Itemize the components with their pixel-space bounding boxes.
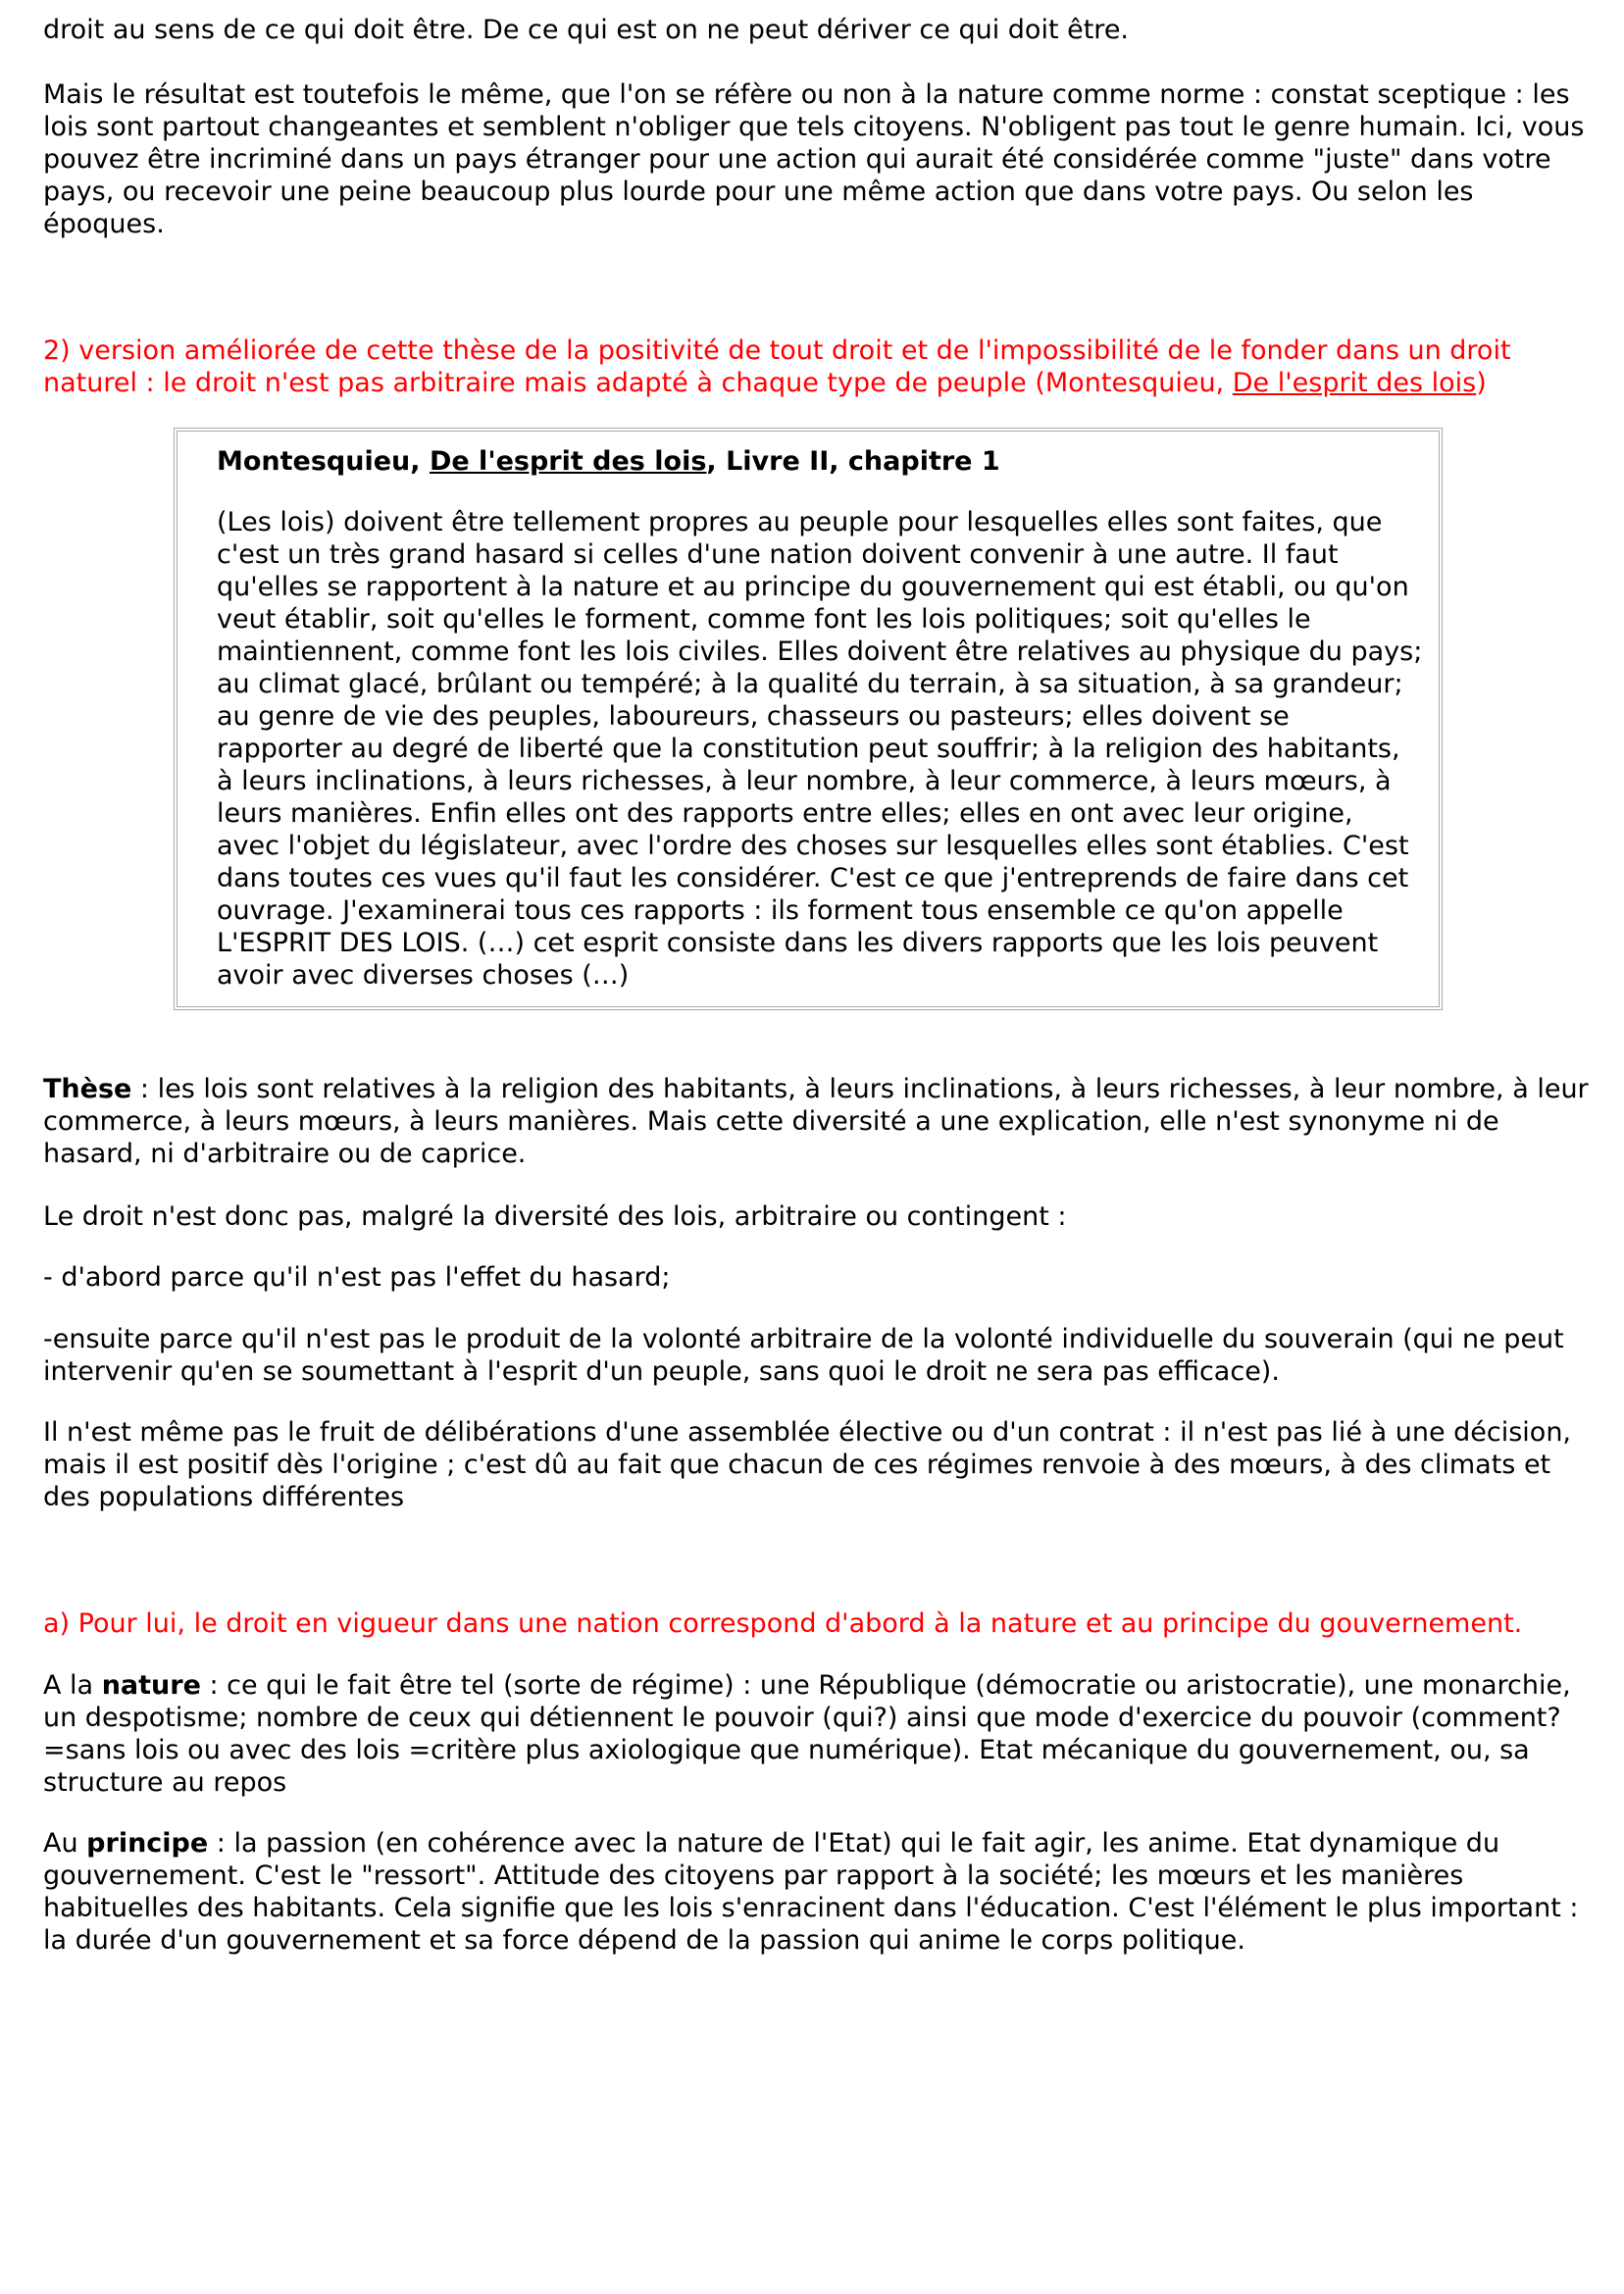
these-text: : les lois sont relatives à la religion des habitants, à leurs inclinations, à leurs richesses, à leur nombre, à leur commerce, à leurs mœurs, à leurs manières. Mais cette diversité a une explication, elle n'est synonyme ni de hasard, ni d'arbitraire ou de caprice. [43, 1074, 1589, 1169]
nature-text: : ce qui le fait être tel (sorte de régime) : une République (démocratie ou aristocratie), une monarchie, un despotisme; nombre de ceux qui détiennent le pouvoir (qui?) ainsi que mode d'exercice du pouvoir (comment? =sans lois ou avec des lois =critère plus axiologique que numérique). Etat mécanique du gouvernement, ou, sa structure au repos [43, 1670, 1571, 1798]
quote-author: Montesquieu, [217, 446, 430, 477]
section-a-heading: a) Pour lui, le droit en vigueur dans une nation correspond d'abord à la nature et au principe du gouvernement. [43, 1608, 1523, 1639]
intro-paragraph: Mais le résultat est toutefois le même, que l'on se réfère ou non à la nature comme norme : constat sceptique : les lois sont partout changeantes et semblent n'obliger que tels citoyens. N'obligent pas tout le genre humain. Ici, vous pouvez être incriminé dans un pays étranger pour une action qui aurait été considérée comme "juste" dans votre pays, ou recevoir une peine beaucoup plus lourde pour une même action que dans votre pays. Ou selon les époques. [43, 79, 1585, 239]
section-2-heading-end: ) [1476, 368, 1487, 398]
abord-paragraph: - d'abord parce qu'il n'est pas l'effet du hasard; [43, 1262, 671, 1293]
these-label: Thèse [43, 1074, 132, 1104]
nature-prefix: A la [43, 1670, 102, 1701]
section-2-heading [43, 334, 1602, 399]
quote-work-link[interactable]: De l'esprit des lois [429, 446, 707, 477]
principe-text: : la passion (en cohérence avec la nature de l'Etat) qui le fait agir, les anime. Etat dynamique du gouvernement. C'est le "ressort". Attitude des citoyens par rapport à la société; les mœurs et les manières habituelles des habitants. Cela signifie que les lois s'enracinent dans l'éducation. C'est l'élément le plus important : la durée d'un gouvernement et sa force dépend de la passion qui anime le corps politique. [43, 1828, 1579, 1956]
quote-title [217, 445, 1423, 478]
principe-prefix: Au [43, 1828, 87, 1859]
intro-line: droit au sens de ce qui doit être. De ce qui est on ne peut dériver ce qui doit être. [43, 15, 1130, 45]
principe-paragraph [43, 1827, 1602, 1957]
nature-paragraph [43, 1669, 1602, 1799]
quote-reference: , Livre II, chapitre 1 [706, 446, 1000, 477]
nature-label: nature [101, 1670, 201, 1701]
quote-content [217, 445, 1423, 992]
principe-label: principe [86, 1828, 209, 1859]
these-paragraph [43, 1073, 1602, 1170]
section-2-heading-link[interactable]: De l'esprit des lois [1232, 368, 1477, 398]
droit-paragraph: Le droit n'est donc pas, malgré la diversité des lois, arbitraire ou contingent : [43, 1201, 1067, 1232]
meme-paragraph: Il n'est même pas le fruit de délibérations d'une assemblée élective ou d'un contrat : il n'est pas lié à une décision, mais il est positif dès l'origine ; c'est dû au fait que chacun de ces régimes renvoie à des mœurs, à des climats et des populations différentes [43, 1417, 1572, 1512]
quote-box [174, 428, 1443, 1010]
section-2-heading-text: 2) version améliorée de cette thèse de la positivité de tout droit et de l'impossibilité de le fonder dans un droit naturel : le droit n'est pas arbitraire mais adapté à chaque type de peuple (Montesquieu, [43, 335, 1511, 398]
ensuite-paragraph: -ensuite parce qu'il n'est pas le produit de la volonté arbitraire de la volonté individuelle du souverain (qui ne peut intervenir qu'en se soumettant à l'esprit d'un peuple, sans quoi le droit ne sera pas efficace). [43, 1324, 1564, 1387]
quote-text: (Les lois) doivent être tellement propres au peuple pour lesquelles elles sont faites, que c'est un très grand hasard si celles d'une nation doivent convenir à une autre. Il faut qu'elles se rapportent à la nature et au principe du gouvernement qui est établi, ou qu'on veut établir, soit qu'elles le forment, comme font les lois politiques; soit qu'elles le maintiennent, comme font les lois civiles. Elles doivent être relatives au physique du pays; au climat glacé, brûlant ou tempéré; à la qualité du terrain, à sa situation, à sa grandeur; au genre de vie des peuples, laboureurs, chasseurs ou pasteurs; elles doivent se rapporter au degré de liberté que la constitution peut souffrir; à la religion des habitants, à leurs inclinations, à leurs richesses, à leur nombre, à leur commerce, à leurs mœurs, à leurs manières. Enfin elles ont des rapports entre elles; elles en ont avec leur origine, avec l'objet du législateur, avec l'ordre des choses sur lesquelles elles sont établies. C'est dans toutes ces vues qu'il faut les considérer. C'est ce que j'entreprends de faire dans cet ouvrage. J'examinerai tous ces rapports : ils forment tous ensemble ce qu'on appelle L'ESPRIT DES LOIS. (…) cet esprit consiste dans les divers rapports que les lois peuvent avoir avec diverses choses (…) [217, 507, 1423, 991]
